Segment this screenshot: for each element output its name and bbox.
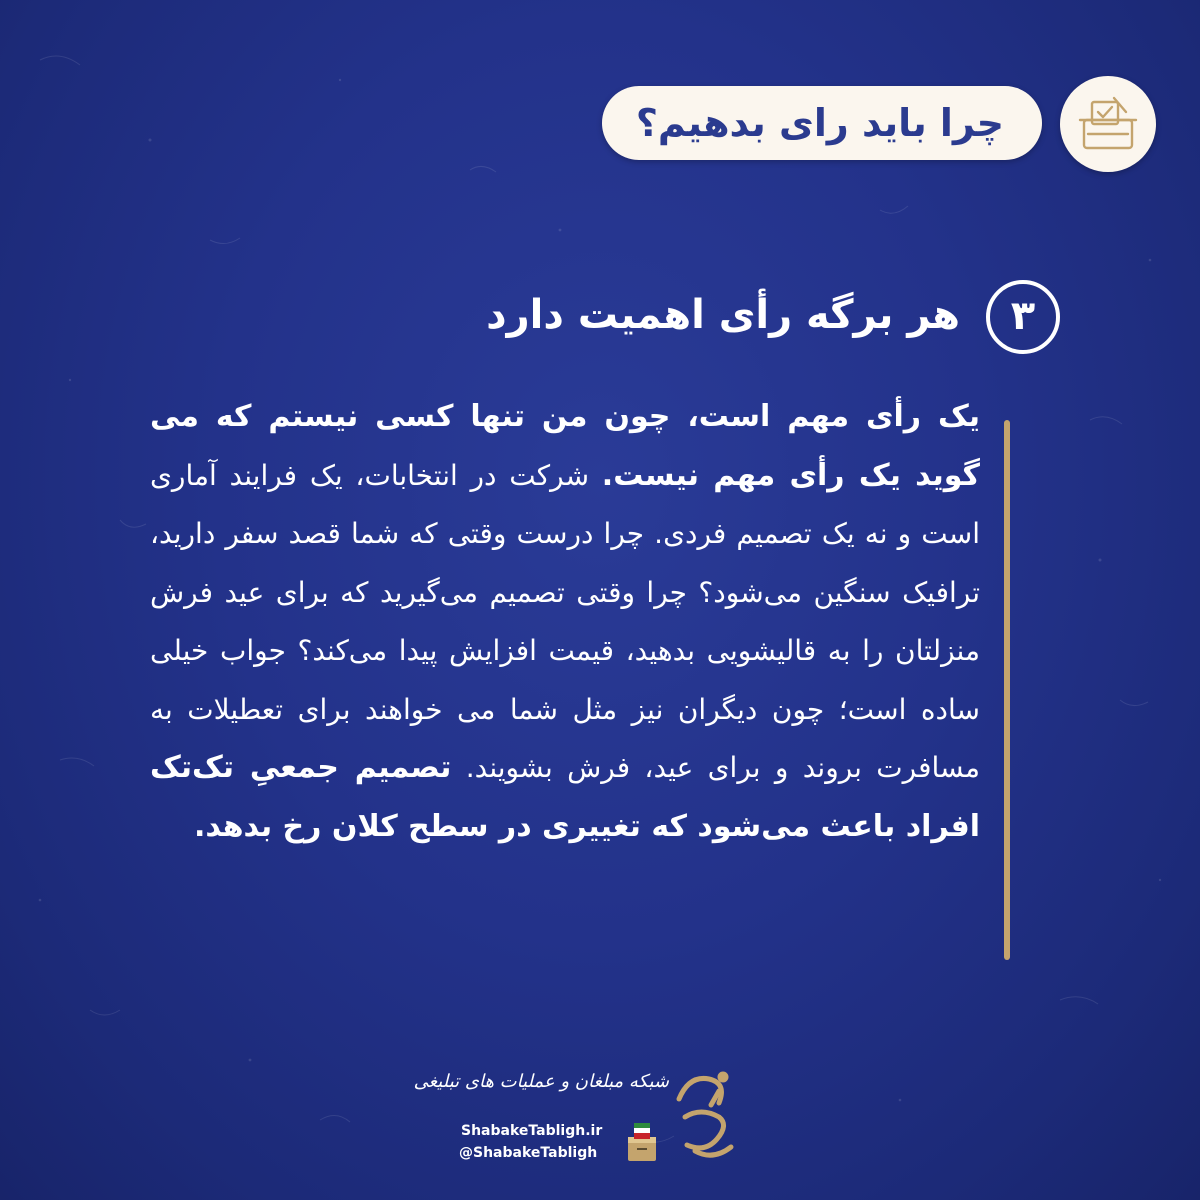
ballot-box-flag-icon <box>625 1121 659 1163</box>
section-title: هر برگه رأی اهمیت دارد <box>486 292 960 338</box>
shabake-tabligh-logo-icon <box>665 1065 745 1175</box>
body-middle-text: شرکت در انتخابات، یک فرایند آماری است و نه یک تصمیم فردی. چرا درست وقتی که شما قصد سفر دارید، ترافیک سنگین می‌شود؟ چرا وقتی تصمیم می‌گیرید که برای عید فرش منزلتان را به قالیشویی بدهید، قیمت افزایش پیدا می‌کند؟ جواب خیلی ساده است؛ چون دیگران نیز مثل شما می خواهند برای تعطیلات به مسافرت بروند و برای عید، فرش بشویند. <box>150 458 980 784</box>
section-number-badge: ۳ <box>986 280 1060 354</box>
org-name-calligraphy: شبکه مبلغان و عملیات های تبلیغی <box>413 1071 669 1092</box>
website-text: ShabakeTabligh.ir <box>461 1123 603 1139</box>
closing-bold-text: تصمیم جمعیِ تک‌تک افراد باعث می‌شود که تغییری در سطح کلان رخ بدهد. <box>150 750 980 844</box>
header-pill <box>602 86 1042 160</box>
ballot-box-icon <box>1060 76 1156 172</box>
ballot-box-icon-graphic <box>1074 90 1142 158</box>
body-paragraph <box>150 388 980 856</box>
footer-logo <box>413 1065 745 1175</box>
header-title: چرا باید رای بدهیم؟ <box>635 101 1004 145</box>
social-handle-text: @ShabakeTabligh <box>459 1145 598 1161</box>
lead-bold-text: یک رأی مهم است، چون من تنها کسی نیستم که می گوید یک رأی مهم نیست. <box>150 399 980 493</box>
gold-accent-rule <box>1004 420 1010 960</box>
